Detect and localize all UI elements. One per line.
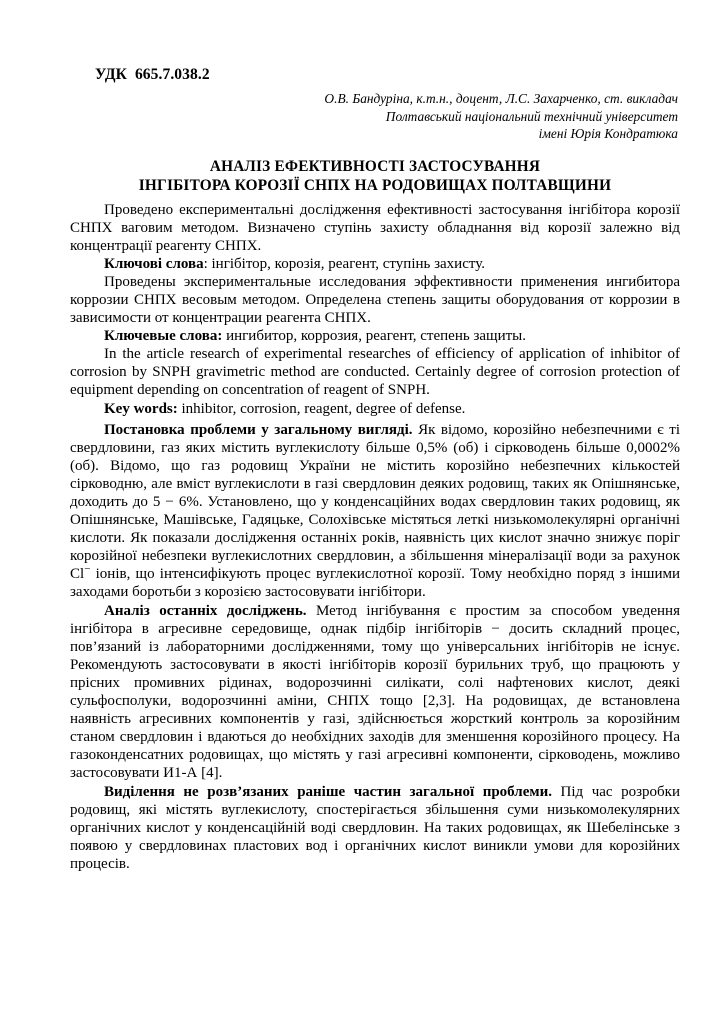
section-problem-statement-text-part2: іонів, що інтенсифікують процес вуглекислотної корозії. Тому необхідно поряд з іншими заходами боротьби з корозією застосовувати інгібітори. bbox=[70, 566, 680, 601]
keywords-ukrainian-text: інгібітор, корозія, реагент, ступінь захисту. bbox=[211, 255, 485, 272]
keywords-ukrainian-separator: : bbox=[203, 255, 212, 272]
section-problem-statement-text-part1: Як відомо, корозійно небезпечними є ті свердловини, газ яких містить вуглекислоту більше 0,5% (об) і сірководень більше 0,0002% (об). Відомо, що газ родовищ України не містить корозійно небезпечних кількостей сірководню, але вміст вуглекислоти в газі свердловин деяких родовищ, таких як Опішнянське, доходить до 5 − 6%. Установлено, що у конденсаційних водах свердловин таких родовищ, як Опішнянське, Машівське, Гадяцьке, Солохівське містяться леткі низькомолекулярні органічні кислоти. Як показали дослідження останніх років, наявність цих кислот значно знижує поріг корозійної небезпеки вуглекислотних свердловин, а збільшення мінералізації води за рахунок Cl bbox=[70, 421, 680, 583]
keywords-russian-label: Ключевые слова: bbox=[104, 328, 223, 345]
section-unsolved-parts-text: Під час розробки родовищ, які містять вуглекислоту, спостерігається збільшення суми низькомолекулярних органічних кислот у конденсаційній воді свердловин. На таких родовищах, як Шебелінське з появою у свердловинах пластових вод і органічних кислот виникли умови для корозійних процесів. bbox=[70, 783, 680, 872]
section-recent-research bbox=[70, 602, 680, 783]
section-problem-statement-heading: Постановка проблеми у загальному вигляді. bbox=[104, 421, 413, 438]
keywords-russian bbox=[70, 327, 680, 345]
abstract-section bbox=[70, 201, 680, 418]
byline-affiliation-line1: Полтавський національний технічний університет bbox=[385, 108, 678, 124]
keywords-ukrainian bbox=[70, 255, 680, 273]
abstract-russian: Проведены экспериментальные исследования эффективности применения ингибитора коррозии СНПХ весовым методом. Определена степень защиты оборудования от коррозии в зависимости от концентрации реагента СНПХ. bbox=[70, 273, 680, 327]
byline-affiliation-line2: імені Юрія Кондратюка bbox=[538, 126, 678, 141]
section-problem-statement bbox=[70, 421, 680, 602]
page-title bbox=[70, 157, 680, 195]
abstract-english: In the article research of experimental researches of efficiency of application of inhibitor of corrosion by SNPH gravimetric method are conducted. Certainly degree of corrosion protection of equipment depending on concentration of reagent of SNPH. bbox=[70, 346, 680, 399]
byline-authors: О.В. Бандуріна, к.т.н., доцент, Л.С. Захарченко, ст. викладач bbox=[324, 91, 678, 106]
author-byline bbox=[70, 90, 680, 143]
section-unsolved-parts-heading: Виділення не розв’язаних раніше частин загальної проблеми. bbox=[104, 783, 552, 800]
body-section bbox=[70, 421, 680, 873]
chloride-ion-superscript: − bbox=[84, 563, 91, 576]
section-recent-research-heading: Аналіз останніх досліджень. bbox=[104, 602, 307, 619]
section-recent-research-text: Метод інгібування є простим за способом уведення інгібітора в агресивне середовище, однак підбір інгібіторів − досить складний процес, пов’язаний із лабораторними дослідженнями, тому що універсальних інгібіторів не існує. Рекомендують застосовувати в якості інгібіторів корозії бурильних труб, що працюють у прісних промивних рідинах, водорозчинні силікати, солі нафтенових кислот, деякі сульфосполуки, водорозчинні аміни, СНПХ тощо [2,3]. На родовищах, де встановлена наявність агресивних компонентів у газі, здійснюється жорсткий контроль за корозійним станом свердловин і вдаються до необхідних заходів для зменшення корозійного процесу. На газоконденсатних родовищах, що містять у газі агресивні компоненти, сірководень, можливо застосовувати И1-А [4]. bbox=[70, 602, 680, 782]
keywords-english-label: Key words: bbox=[104, 400, 178, 417]
title-line-1: АНАЛІЗ ЕФЕКТИВНОСТІ ЗАСТОСУВАННЯ bbox=[209, 157, 541, 175]
section-unsolved-parts bbox=[70, 783, 680, 873]
keywords-english-text: inhibitor, corrosion, reagent, degree of defense. bbox=[177, 400, 466, 417]
abstract-ukrainian: Проведено експериментальні дослідження ефективності застосування інгібітора корозії СНПХ ваговим методом. Визначено ступінь захисту обладнання від корозії залежно від концентрації реагенту СНПХ. bbox=[70, 201, 680, 254]
keywords-ukrainian-label: Ключові слова bbox=[104, 255, 204, 272]
keywords-english bbox=[70, 400, 680, 418]
title-line-2: ІНГІБІТОРА КОРОЗІЇ СНПХ НА РОДОВИЩАХ ПОЛТАВЩИНИ bbox=[138, 176, 612, 194]
udk-code: УДК 665.7.038.2 bbox=[95, 66, 210, 83]
keywords-russian-text: ингибитор, коррозия, реагент, степень защиты. bbox=[222, 328, 526, 345]
